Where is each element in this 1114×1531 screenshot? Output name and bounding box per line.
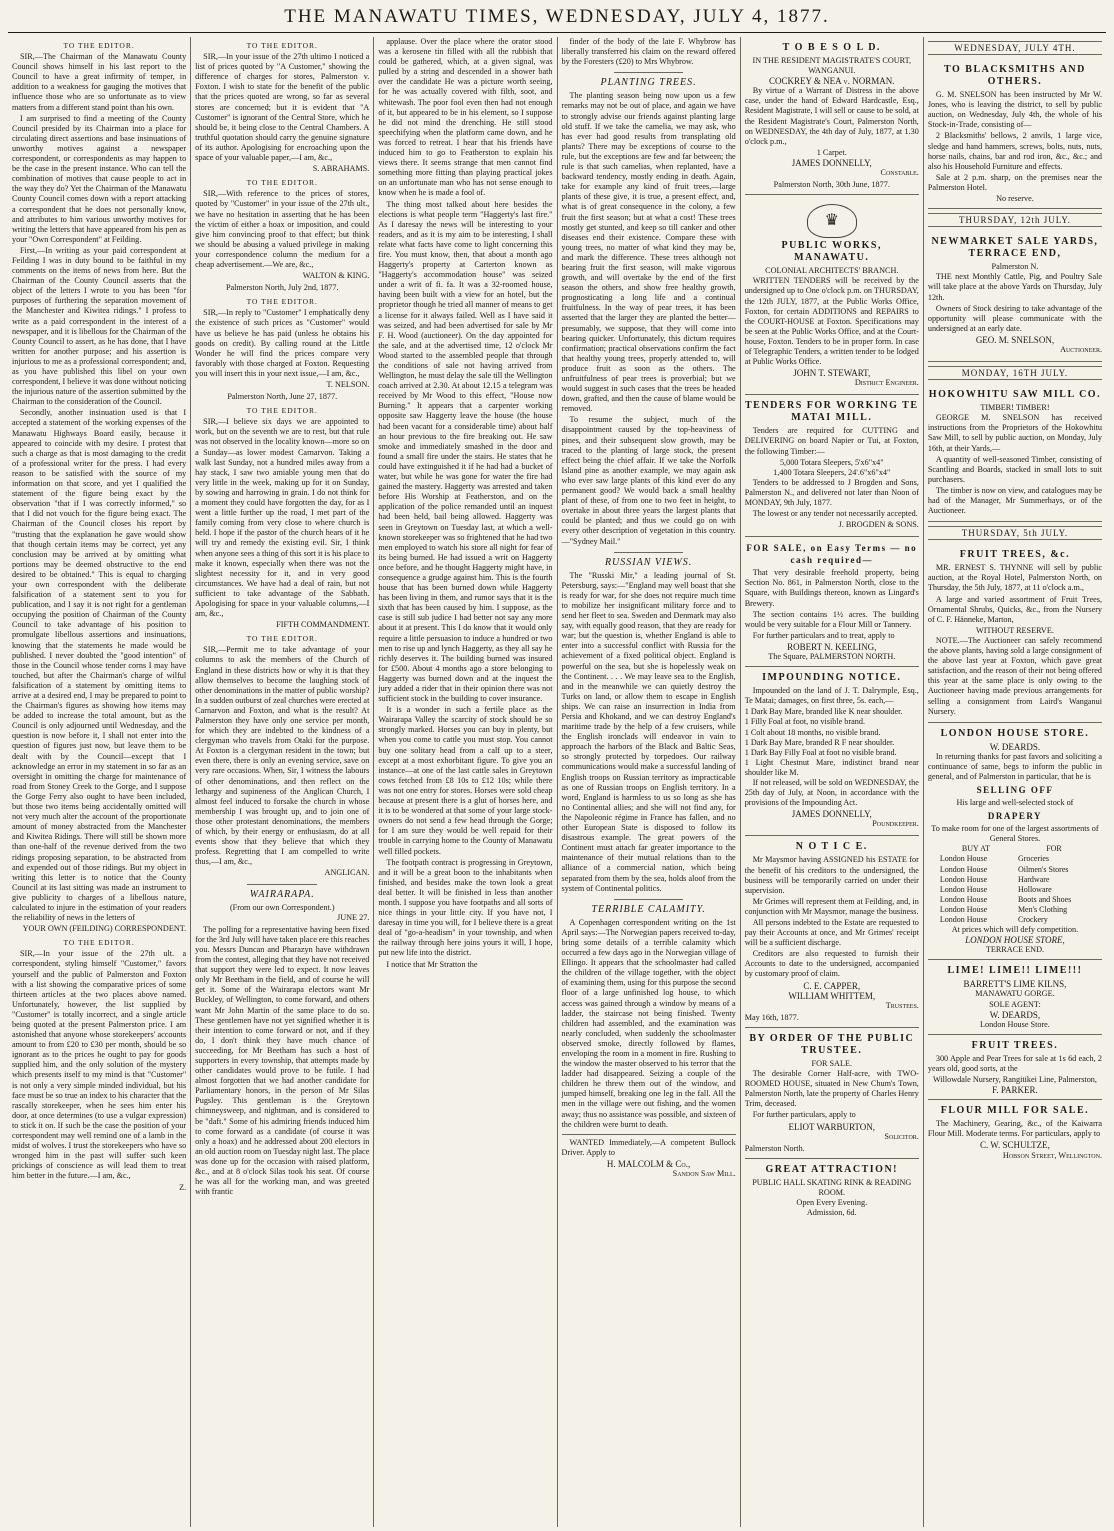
advert-subtitle: PUBLIC HALL SKATING RINK & READING ROOM. xyxy=(752,1177,912,1197)
letter-paragraph: SIR,—Permit me to take advantage of your columns to ask the members of the Church of England in these districts how or why it is that they allow themselves to become the laughing stock of other denominations in the matter of public worship? In a sudden outburst of zeal churches were erected at Carnarvon and Foxton, and what is the result? At Palmerston they have only one service per month, for which they are indebted to the kindness of a clergyman who travels from Otaki for the purpose. At Foxton is a clergyman resident in the town; but even there, there is only an evening service, save on very rare occasions. When, Sir, I witness the labours of other denominations, and then reflect on the lethargy and supineness of the Anglican Church, I almost feel induced to forsake the church in whose membership I was brought up, and to join one of those other protestant denominations, the members of which, by their energy or enthusiasm, do at all events show that they believe that which they profess. Regretting that I am compelled to write thus,—I am, &c., xyxy=(195,645,370,867)
letter-signature: WALTON & KING. xyxy=(302,271,370,281)
advert-blacksmiths xyxy=(928,59,1102,209)
letter-dateline: Palmerston North, July 2nd, 1877. xyxy=(225,283,339,293)
advert-item: 1 Carpet. xyxy=(816,147,847,157)
section-rule xyxy=(614,899,684,900)
letter-paragraph: SIR,—I believe six days we are appointed to work, but on the seventh we are to rest, but that rule was not observed in the locality known—more so on a Sunday—as lower modest Carnarvon. Taking a walk last Sunday, not a hundred miles away from a hay stack, I saw two amiable young men that do very little in the week, making up for it on Sunday, by sowing and harrowing in grain. I do not think for a moment they could have forgotten the day, for as I went a little further up the road, I met part of the family coming from very close to where church is held. I hope if the pastor of the church hears of it he will try and remedy the existing evil. Sir, I think when anyone sees a thing of this sort it is his place to make it known, especially when there was not the slightest necessity for it, and in very good circumstances. We have had a deal of rain, but not sufficient to take advantage of the Sabbath. Apologising for space in your valuable columns,—I am, &c., xyxy=(195,417,370,619)
advert-list-item: 1,400 Totara Sleepers, 24'.6"x6"x4" xyxy=(773,467,891,477)
advert-subtitle: Palmerston N. xyxy=(991,262,1039,272)
advert-to-be-sold xyxy=(745,37,919,195)
article-date: JUNE 27. xyxy=(337,912,370,922)
letter-heading: TO THE EDITOR. xyxy=(246,41,318,50)
advert-title: LONDON HOUSE STORE. xyxy=(940,727,1090,739)
buy-at-table xyxy=(928,844,1102,925)
advert-body: The desirable Corner Half-acre, with TWO-ROOMED HOUSE, situated in New Chum's Town, Palmerston North, late the property of Charles Henry Trim, deceased. xyxy=(744,1069,919,1109)
article-paragraph: The footpath contract is progressing in Greytown, and it will be a great boon to the inhabitants when finished, and besides make the town look a great deal better. It will be finished in less than another month. I suppose you have footpaths and all sorts of nice things in your little city. If you have not, I daresay in time you will, for I believe there is a great deal of "go-a-headism" in your township, and when the railway through here joins yours it will, I hope, put new life into the district. xyxy=(378,857,553,958)
advert-body: The lowest or any tender not necessarily accepted. xyxy=(752,509,918,519)
column-2 xyxy=(191,37,374,1527)
advert-body: Owners of Stock desiring to take advantage of the opportunity will please communicate with the undersigned at an early date. xyxy=(927,303,1103,333)
letter-heading: TO THE EDITOR. xyxy=(246,634,318,644)
advert-body: NOTE.—The Auctioneer can safely recommend the above plants, having sold a large consignment of the above last year at Foxton, which gave great satisfaction, and the reason of their not being offered this year at the same place is only owing to the Auctioneer having made previous arrangements for selling a consignment from Laird's Wanganui Nursery. xyxy=(927,635,1103,716)
royal-crest-icon: ♛ xyxy=(807,204,857,238)
advert-name: H. MALCOLM & Co., xyxy=(606,1158,691,1169)
advert-body: GEORGE M. SNELSON has received instructions from the Proprietors of the Hokowhitu Saw Mill, to sell by public auction, on Monday, July 16th, at their Yards,— xyxy=(927,413,1103,453)
masthead: THE MANAWATU TIMES, WEDNESDAY, JULY 4, 1877. xyxy=(8,6,1106,33)
sale-date: WEDNESDAY, JULY 4TH. xyxy=(928,41,1102,55)
table-header: FOR xyxy=(1046,844,1062,854)
advert-title: FOR SALE, on Easy Terms — no cash required— xyxy=(746,543,918,566)
letter-paragraph: SIR,—In reply to "Customer" I emphatically deny the existence of such prices as "Customer" would have us believe he has paid (unless he obtains his goods on credit). By calling round at the Little Wonder he will find the prices compare very favorably with those charged at Foxton. Requesting you will insert this in your next issue,—I am, &c., xyxy=(195,308,370,378)
advert-body: Creditors are also requested to furnish their Accounts to date to the undersigned, accompanied by customary proof of claim. xyxy=(744,949,919,979)
column-1 xyxy=(8,37,191,1527)
advert-impounding xyxy=(745,667,919,836)
letter-signature: ANGLICAN. xyxy=(324,868,370,878)
letter-signature: YOUR OWN (FEILDING) CORRESPONDENT. xyxy=(22,924,187,934)
advert-for-sale xyxy=(745,537,919,667)
advert-subtitle: MANAWATU GORGE. xyxy=(975,989,1055,999)
article-heading: WAIRARAPA. xyxy=(249,888,315,900)
advert-body: For further particulars and to treat, apply to xyxy=(752,630,895,640)
advert-title: FLOUR MILL FOR SALE. xyxy=(940,1105,1090,1117)
advert-public-trustee xyxy=(745,1028,919,1159)
advert-body: If not released, will be sold on WEDNESDAY, the 25th day of July, at Noon, in accordance with the provisions of the Impounding Act. xyxy=(744,777,919,808)
article-paragraph: I notice that Mr Stratton the xyxy=(386,959,478,969)
advert-body: All persons indebted to the Estate are requested to pay their Accounts at once, and Mr Grimes' receipt will be a sufficient discharge. xyxy=(744,918,919,948)
letter-signature: FIFTH COMMANDMENT. xyxy=(276,620,370,630)
section-rule xyxy=(614,552,684,553)
advert-title: NEWMARKET SALE YARDS, TERRACE END, xyxy=(931,236,1099,260)
letter-paragraph: SIR,—In your issue of the 27th ultimo I noticed a list of prices quoted by "A Customer," showing the difference of charges for stores, Palmerston v. Foxton. I wish to state for the benefit of the public that the prices quoted are wrong, so far as several stores are concerned; but it is evident that "A Customer" is ignorant of the Central Store, which he should be, it being close to the Central Chambers. A truthful quotation should carry the genuine signature of its author. Apologising for encroaching upon the space of your valuable paper,—I am, &c., xyxy=(195,52,370,163)
advert-name: J. BROGDEN & SONS. xyxy=(838,520,919,530)
article-paragraph: A Copenhagen correspondent writing on the 1st April says:—The Norwegian papers received to-day, bring some details of a terrible calamity which occurred a few days ago in the Norwegian village of Ellingo. It appears that the schoolmaster had called the children of the village together, with the object of examining them, using for this purpose the second floor of a large unfinished log house, to which access was gained through a window by means of a ladder, the staircase not being finished. Twenty children had assembled, and the examination was nearly concluded, when suddenly the schoolmaster observed smoke, directly followed by flames, enveloping the room in a moment in fire. Rushing to the window the master observed to his terror that the ladder had disappeared. Seizing a couple of the children he threw them out of the window, and jumped himself, breaking one leg in the fall. All the men in the village were out fishing, and the women away; thus no assistance was possible, and sixteen of the children were burnt to death. xyxy=(561,917,736,1129)
advert-role: Trustees. xyxy=(885,1000,919,1010)
advert-body: The timber is now on view, and catalogues may be had of the Manager, Mr Summerhays, or of the Auctioneer. xyxy=(927,485,1103,516)
advert-list-item: 1 Dark Bay Mare, branded like K near shoulder. xyxy=(744,707,903,717)
advert-lime xyxy=(928,960,1102,1034)
advert-wanted xyxy=(562,1134,736,1185)
advert-body: His large and well-selected stock of xyxy=(956,798,1074,808)
advert-name: C. W. SCHULTZE, xyxy=(979,1140,1050,1151)
section-rule xyxy=(247,884,317,885)
advert-body: Mr Maysmor having ASSIGNED his ESTATE for the benefit of his creditors to the undersigned, the business will be temporarily carried on under their supervision. xyxy=(744,855,919,895)
advert-body: The Machinery, Gearing, &c., of the Kaiwarra Flour Mill. Moderate terms. For particulars, apply to xyxy=(927,1119,1103,1139)
advert-subtitle: TIMBER! TIMBER! xyxy=(980,403,1050,413)
letter-dateline: Palmerston North, June 27, 1877. xyxy=(227,392,338,402)
table-cell: Oilmen's Stores xyxy=(1017,864,1069,874)
table-cell: Crockery xyxy=(1017,915,1048,924)
advert-body: WANTED Immediately,—A competent Bullock Driver. Apply to xyxy=(561,1137,736,1157)
table-cell: Boots and Shoes xyxy=(1017,894,1072,904)
advert-newmarket xyxy=(928,231,1102,362)
advert-note: WITHOUT RESERVE. xyxy=(976,625,1054,635)
advert-name: W. DEARDS. xyxy=(989,741,1041,752)
table-cell: London House xyxy=(939,874,988,884)
advert-body: In returning thanks for past favors and soliciting a continuance of same, begs to inform the public in general, and of Palmerston in particular, that he is xyxy=(927,751,1103,781)
advert-title: FRUIT TREES, &c. xyxy=(959,549,1071,561)
advert-role: District Engineer. xyxy=(854,378,919,388)
advert-body: Impounded on the land of J. T. Dalrymple, Esq., Te Matai; damages, on first three, 5s. each,— xyxy=(744,686,919,706)
advert-body: 300 Apple and Pear Trees for sale at 1s 6d each, 2 years old, good sorts, at the xyxy=(927,1053,1103,1073)
letter-heading: TO THE EDITOR. xyxy=(246,297,318,307)
column-6 xyxy=(924,37,1106,1527)
letter-paragraph: Secondly, another insinuation used is that I accepted a statement of the working expenses of the Manawatu Highways Board easily, because it appeared to coincide with my desire. I protest that such a charge as that is most damaging to the credit of a professional writer for the press. I had every reason to be satisfied with the source of my information on that score, and yet I qualified the statement of the figure being exact by the observation "that if I was correctly informed," so that I did not vouch for the figure being exact. The Chairman of the Council closes his report by "trusting that the explanation he gave would show that though certain items may be correct, yet any conclusion may be arrived at by omitting what portions may be deemed obstructive to the end desired to be obtained." This is equal to charging your own correspondent with the deliberate falsification of a statement sent to you for publication, and I say it is not right for a gentleman occupying the position of Chairman of the County Council to take advantage of his position to promulgate libellous assertions and insinuations, knowing that the statements he made would be published. I never doubted the "good intention" of those in the Council whose tender corns I may have touched, but after the Chairman's charge of wilful falsification of a statement by omitting items to arrive at a desired end, I may be prepared to point to the Chairman's figures as showing how items may be added to increase the total amount, but as the Council is only adjourned until Wednesday, and the question is now before it, I shall not enter into the question of figures just now, but leave them to be dealt with by the Council—except that I acknowledge an error in my statement in so far as an oversight in omitting the charge for maintenance of road from Stoney Creek to the Gorge, and I suppose the Gorge Ferry also ought to have been included, but those two items being accidentally omitted will not very much alter the account of the proportionate amount of money abstracted from the Manchester and Kiwitea Ridings. There will still be shown more than one-half of the revenue derived from the two ridings proposing separation, to be abstracted from and expended out of those ridings. But my object in writing this letter is to notice that the County Council at its last sitting was made an instrument to give publicity to charges of a libellous nature, calculated to injure in the estimation of your readers the reliability of news in the letters of xyxy=(12,408,187,923)
article-heading: TERRIBLE CALAMITY. xyxy=(591,903,706,915)
advert-body: The section contains 1½ acres. The building would be very suitable for a Flour Mill or Tannery. xyxy=(744,609,919,629)
table-cell: Men's Clothing xyxy=(1017,904,1068,914)
letter-paragraph: First,—In writing as your paid correspondent at Feilding I was in duty bound to be faithful in my comments on the items of news from here. But the Chairman of the County Council asserts that the object of the letters I wrote to you has been "for purposes of furthering the separation movement of the Manchester and Kiwitea ridings." I profess to write as a paid correspondent in the interest of a newspaper, and it is libellous for the Chairman of the County Council to assert, as he has done, that I have written for another purpose; and his assertion is injurious to me as a professional correspondent; and, as you have published this libel on your own correspondent, I believe it was done without noticing the injurious nature of the assertion submitted by the Chairman to the consideration of the Council. xyxy=(12,245,187,407)
advert-title: LIME! LIME!! LIME!!! xyxy=(947,965,1083,977)
advert-footer: TERRACE END. xyxy=(985,945,1045,955)
letter-heading: TO THE EDITOR. xyxy=(246,406,318,416)
letter-paragraph: I am surprised to find a meeting of the County Council presided by its Chairman into a place for circulating direct assertions and base insinuations of unworthy motives against a newspaper correspondent, or correspondents as may happen to be the case in the present instance. Who can tell the combination of motives that cause people to act in the way they do? Yet the Chairman of the Manawatu County Council comes down with a report attacking a correspondent that he does not personally know, and attributes to him various unworthy motives for writing the letters that have appeared from his pen as your "Own Correspondent" at Feilding. xyxy=(12,113,187,244)
advert-body: By virtue of a Warrant of Distress in the above case, under the hand of Edward Hardcastle, Esq., Resident Magistrate, I will sell or cause to be sold, at the Resident Magistrate's Court, Palmerston North, on WEDNESDAY, the 4th day of July, 1877, at 1.30 o'clock p.m., xyxy=(744,86,919,146)
advert-title: TO BLACKSMITHS AND OTHERS. xyxy=(944,64,1086,88)
advert-place: London House Store. xyxy=(980,1019,1050,1029)
letter-signature: T. NELSON. xyxy=(326,380,370,389)
article-paragraph: The planting season being now upon us a few remarks may not be out of place, and again we have to strongly advise our friends against planting large old stuff. If we take the camelia, we may ask, who has ever had good results from transplating old plants? There may be exceptions of course to the rule, but the exceptions are few and far between; the rule is that such camelias, when replanted, have a backward tendency, mostly ending in death. Again, take for example any kind of fruit trees,—large plants of these give, it is true, a present effect, and, what is of great consequence in the colony, a few fruit the first season; but at what a cost! These trees mostly get stunted, and keep so till canker and other diseases end their existence. Compare these with young trees, no matter of what kind they may be, and mark the difference. These trees although not bearing fruit the first season, will make vigorous growth, and will overtake by the end of the first season the others, and show free healthy growth, prognosticating a long life and a continual fruitfulness. In the way of pear trees, it has been asserted that the larger they are planted the better—presumably, we suppose, that they will come into bearing quicker. Unfortunately, this dictum requires confirmation; practical observations confirm the fact that healthy young trees, properly attended to, will produce fruit as soon as the others. The unfruitfulness of pear trees is proverbial; but we would suggest in such cases that the trees be headed down, grafted, and then the cause of blame would be removed. xyxy=(561,91,736,414)
advert-body: Tenders are required for CUTTING and DELIVERING on board Napier or Tui, at Foxton, the following Timber:— xyxy=(744,426,919,456)
letter-heading: TO THE EDITOR. xyxy=(246,178,318,188)
advert-name: C. E. CAPPER, xyxy=(803,980,861,991)
table-header: BUY AT xyxy=(961,844,990,854)
advert-role: Auctioneer. xyxy=(1060,344,1103,354)
sale-date: MONDAY, 16TH JULY. xyxy=(928,366,1102,380)
article-paragraph: It is a wonder in such a fertile place as the Wairarapa Valley the scarcity of stock should be so strongly marked. Horses you can buy in plenty, but when you come to cattle you must stop. You cannot buy one solitary head from a calf up to a steer, except at a most exhorbitant figure. To give you an instance—at one of the last cattle sales in Greytown cows fetched from £8 10s to £12 10s; while there was not one entry for stores. Horses were sold cheap because at present there is a glut of horses here, and it is to be wondered at that some of your large stock-owners do not send a few head through the Gorge; for I am sure they would be well repaid for their trouble in carrying home to the County of Manawatu well filled pockets. xyxy=(378,705,553,856)
advert-body: WRITTEN TENDERS will be received by the undersigned up to One o'clock p.m. on THURSDAY, the 12th JULY, 1877, at the Public Works Office, Foxton, for certain ADDITIONS and REPAIRS to the COURT-HOUSE at Foxton. Specifications may be seen at the Public Works Office, and at the Court-house, Foxton. Tenders to be in proper form. In case of Telegraphic Tenders, a written tender to be lodged at Public Works Office. xyxy=(744,276,919,367)
article-paragraph: To resume the subject, much of the disappointment caused by the top-heaviness of pines, and their subsequent slow growth, may be traced to the planting of large stock, the present effect being the chief affair. If we take the Norfolk Island pine as another example, we may again ask who ever saw large plants of this kind ever do any permanent good? We would back a small healthy plant of these, of from one to two feet in height, to overtake in about three years the largest plants that could be planted; and thus we could go on with every other description of vegetation in this country.—"Sydney Mail." xyxy=(561,415,736,546)
table-cell: London House xyxy=(939,915,988,924)
advert-body: Admission, 6d. xyxy=(806,1208,857,1218)
advert-place: Sandon Saw Mill. xyxy=(672,1169,736,1179)
advert-body: Tenders to be addressed to J Brogden and Sons, Palmerston N., and delivered not later than Noon of MONDAY, 9th July, 1877. xyxy=(744,477,919,507)
advert-body: G. M. SNELSON has been instructed by Mr W. Jones, who is leaving the district, to sell by public auction, on Wednesday, July 4th, the whole of his Stock-in-Trade, consisting of— xyxy=(927,90,1103,130)
column-5 xyxy=(741,37,924,1527)
advert-agent-label: SOLE AGENT: xyxy=(989,999,1041,1009)
advert-body: MR. ERNEST S. THYNNE will sell by public auction, at the Royal Hotel, Palmerston North, on Thursday, the 5th July, 1877, at 11 o'clock a.m., xyxy=(927,563,1103,593)
article-paragraph: The "Russki Mir," a leading journal of St. Petersburg, says:—"England may well boast that she is ready for war, for she does not require much time to mobilize her insignificant military force and to send her fleet to sea. Sweden and Denmark may also say, with equally good reason, that they are ready for war; but the question is, whether England is able to enter into a successful conflict with Russia for the achievement of a fixed political object. England is powerful on the sea, but she is hopelessly weak on the Continent. . . . We may leave sea to the English, and in the meanwhile we can quietly destroy the Turks on land, or allow them to escape in English ships. We can raise an insurrection in India from Persia and Khokand, and we can destroy England's maritime trade by the help of a few cruisers, while the English ironclads will endeavor in vain to approach the harbors of the Black and Baltic Seas, so strongly protected by torpedoes. Our railway communications would make a successful landing of English troops on Russian territory as impracticable as one of Russian troops on English territory. In a word, England is harmless to us so long as she has no Continental allies; and she will not find any, for the Napoleonic régime in France has fallen, and no other European State is disposed to follow its disastrous example. The great powers of the Continent must attach far greater importance to the maintenance of their mutual relations than to the alliance of a commercial nation, which being separated from them by the sea, holds aloof from the system of Continental politics. xyxy=(561,570,736,893)
advert-london-house xyxy=(928,723,1102,961)
advert-title: GREAT ATTRACTION! xyxy=(765,1163,898,1175)
advert-notice xyxy=(745,836,919,1028)
advert-name: ELIOT WARBURTON, xyxy=(788,1121,875,1132)
letter-paragraph: SIR,—With reference to the prices of stores, quoted by "Customer" in your issue of the 27th ult., we have no hesitation in asserting that he has been the victim of either a hoax or imposition, and could give him convincing proof to that effect; but think we should be abusing a valued privilege in making your correspondence column the medium for a cheap advertisement.—We are, &c., xyxy=(195,189,370,269)
advert-public-works xyxy=(745,195,919,395)
advert-great-attraction xyxy=(745,1159,919,1222)
advert-body: Mr Grimes will represent them at Feilding, and, in conjunction with Mr Maysmor, manage the business. xyxy=(744,896,919,916)
advert-name: W. DEARDS, xyxy=(989,1009,1041,1020)
advert-title: T O B E S O L D. xyxy=(782,42,881,53)
column-4 xyxy=(558,37,741,1527)
advert-tenders xyxy=(745,395,919,537)
advert-role: Constable. xyxy=(880,168,919,178)
advert-name: WILLIAM WHITTEM, xyxy=(788,990,876,1001)
advert-name: JOHN T. STEWART, xyxy=(793,368,871,379)
letter-signature: S. ABRAHAMS. xyxy=(312,164,370,174)
advert-subtitle: SELLING OFF xyxy=(976,785,1054,796)
advert-list-item: 1 Dark Bay Mare, branded R F near shoulder. xyxy=(744,737,895,747)
advert-list-item: 1 Light Chestnut Mare, indistinct brand near shoulder like M. xyxy=(744,757,919,777)
advert-body: Open Every Evening. xyxy=(796,1197,868,1207)
advert-list-item: 5,000 Totara Sleepers, 5'x6"x4" xyxy=(779,457,884,467)
advert-flour-mill xyxy=(928,1100,1102,1166)
advert-body: THE next Monthly Cattle, Pig, and Poultry Sale will take place at the above Yards on Thursday, July 12th. xyxy=(927,272,1103,302)
advert-body: For further particulars, apply to xyxy=(752,1110,856,1120)
advert-date: Palmerston North, 30th June, 1877. xyxy=(773,180,890,190)
advert-role: Poundkeeper. xyxy=(872,819,919,829)
advert-hokowhitu xyxy=(928,384,1102,522)
advert-list-item: 1 Filly Foal at foot, no visible brand. xyxy=(744,717,865,727)
letter-signature: Z. xyxy=(179,1182,187,1192)
advert-body: Sale at 2 p.m. sharp, on the premises near the Palmerston Hotel. xyxy=(927,172,1103,192)
advert-note: No reserve. xyxy=(996,194,1034,204)
advert-title: PUBLIC WORKS, MANAWATU. xyxy=(781,240,882,264)
letter-paragraph: SIR,—In your issue of the 27th ult. a correspondent, styling himself "Customer," favors yourself and the public of Palmerston and Foxton with a list showing the comparative prices of some thirteen articles at the two places above named. Unfortunately, however, the list supplied by "Customer" is totally incorrect, and a single article being quoted at the present Palmerston price. I am astonished that anyone whose storekeepers' accounts amount to from £20 to £30 per month, should be so ignorant as to the prices he ought to pay for goods supplied him, and the only solution of the mystery which presents itself to my mind is that "Customer" is not only a very simple minded individual, but his face must be so true an index to his character that the rascally storekeeper, when he sees him enter his door, at once determines (to use a vulgar expression) to stick it on. If such be the case the position of your correspondent may well remind one of a lamb in the midst of wolves. I trust the storekeepers who have so wronged him in the past will suffer such keen prickings of conscience as will lead them to treat him better in the future.—I am, &c., xyxy=(12,949,187,1181)
table-cell: London House xyxy=(939,864,988,874)
advert-subtitle: IN THE RESIDENT MAGISTRATE'S COURT, WANGANUI. xyxy=(752,56,912,76)
advert-name: F. PARKER. xyxy=(992,1085,1038,1096)
letter-paragraph: SIR,—The Chairman of the Manawatu County Council shows himself in his last report to the Council to have a great infirmity of temper, in addition to a weakness for gauging the motives that influence those who are so unfortunate as to view matters from a different stand point than his own. xyxy=(12,52,187,112)
table-cell: London House xyxy=(939,894,988,904)
advert-list-item: 1 Colt about 18 months, no visible brand. xyxy=(744,727,881,737)
letter-heading: TO THE EDITOR. xyxy=(63,41,135,50)
advert-list-item: 1 Dark Bay Filly Foal at foot no visible brand. xyxy=(744,747,897,757)
sale-date: THURSDAY, 12th JULY. xyxy=(928,213,1102,227)
article-paragraph: finder of the body of the late F. Whybrow has liberally transferred his claim on the reward offered by the Foresters (£20) to Mrs Whybrow. xyxy=(561,37,736,67)
letter-heading: TO THE EDITOR. xyxy=(63,938,135,948)
article-paragraph: The polling for a representative having been fixed for the 3rd July will have taken place ere this reaches you. Messrs Duncan and Pharazyn have withdrawn from the contest, alleging that they have not received that support they were led to expect. It now leaves only Mr Beetham in the field, and of course he will get it. Some of the Wairarapa electors want Mr Buckley, of Wellington, to come forward, and others want Mr John Martin of the same place to do so. These gentlemen have not yet signified whether it is their intention to come forward or not, and if they do, I don't think they have much chance of succeeding, for Mr Beetham has such a host of supporters in every township, that attempts made by other candidates would prove to be futile. I had almost forgotten that we had another candidate for Parliamentary honors, in the person of Mr Silas Pugsley. This gentleman is the Greytown chimneysweep, and nightman, and is considered to be "daft." Some of his admiring friends induced him to come forward as a candidate (of course it was only a hoax) and he addressed about 200 electors in an old auction room on Tuesday night last. The place was done up for the occasion with raised platform, &c., and at 8 o'clock Silas took his seat. Of course he was all for the working man, and was greeted with frantic xyxy=(195,924,370,1197)
advert-place: Hobson Street, Wellington. xyxy=(1002,1150,1103,1160)
advert-parties: COCKREY & NEA v. NORMAN. xyxy=(769,76,895,87)
table-cell: Holloware xyxy=(1017,884,1052,894)
advert-fruit-trees-auction xyxy=(928,544,1102,722)
advert-body: A large and varied assortment of Fruit Trees, Ornamental Shrubs, Quicks, &c., from the Nursery of C. F. Hänneke, Marton, xyxy=(927,594,1103,624)
advert-name: JAMES DONNELLY, xyxy=(791,809,872,820)
article-heading: PLANTING TREES. xyxy=(600,77,697,89)
table-cell: London House xyxy=(939,904,988,914)
column-3 xyxy=(374,37,557,1527)
table-cell: London House xyxy=(939,884,988,894)
advert-place: The Square, PALMERSTON NORTH. xyxy=(768,652,896,662)
advert-body: To make room for one of the largest assortments of General Stores. xyxy=(931,824,1099,844)
table-cell: London House xyxy=(939,854,988,864)
advert-subtitle: FOR SALE. xyxy=(811,1058,853,1068)
advert-title: BY ORDER OF THE PUBLIC TRUSTEE. xyxy=(749,1032,915,1056)
advert-body: 2 Blacksmiths' bellows, 2 anvils, 1 large vice, sledge and hand hammers, screws, bolts, nuts, nuts, horse nails, chains, bar and rod iron, &c., &c.; and also his Household Furniture and effects. xyxy=(927,131,1103,171)
advert-role: Solicitor. xyxy=(884,1131,919,1141)
advert-subtitle: COLONIAL ARCHITECTS' BRANCH. xyxy=(765,266,899,276)
advert-name: ROBERT N. KEELING, xyxy=(787,641,877,652)
advert-name: JAMES DONNELLY, xyxy=(791,157,872,168)
advert-fruit-trees xyxy=(928,1035,1102,1100)
advert-body: That very desirable freehold property, being Section No. 861, in Palmerston North, close to the Square, with Buildings thereon, known as Lingard's Brewery. xyxy=(744,568,919,608)
advert-subtitle: BARRETT'S LIME KILNS, xyxy=(963,979,1067,990)
advert-title: HOKOWHITU SAW MILL CO. xyxy=(928,389,1102,401)
advert-body: A quantity of well-seasoned Timber, consisting of Scantling and Boards, stacked in small lots to suit purchasers. xyxy=(927,454,1103,484)
sale-date: THURSDAY, 5th JULY. xyxy=(928,526,1102,540)
advert-title: FRUIT TREES. xyxy=(971,1039,1059,1051)
advert-title: N O T I C E. xyxy=(795,841,868,853)
advert-name: GEO. M. SNELSON, xyxy=(975,334,1055,345)
advert-place: Palmerston North. xyxy=(744,1143,805,1153)
advert-body: Willowdale Nursery, Rangitikei Line, Palmerston, xyxy=(932,1075,1097,1085)
advert-footer: LONDON HOUSE STORE, xyxy=(965,935,1065,946)
columns xyxy=(8,37,1106,1527)
article-paragraph: applause. Over the place where the orator stood was a kerosene tin filled with all the rubbish that could be gathered, which, at a given signal, was pulled by a string and descended in a shower bath over the candidate He was a picture worth seeing, for he was actually covered with filth, soot, and whitewash. The poor fool even then had not enough of it, but appeared to be in his element, so I suppose he did not mind the drenching. He still stood speechifying when the platform came down, and he was forced to retreat. I hear that his friends have induced him to go to Featherston to explain his views there. It seems strange that men cannot find something more fitting than playing practical jokes on an unfortunate man who has not sense enough to know when he is made a fool of. xyxy=(378,37,553,198)
advert-date: May 16th, 1877. xyxy=(744,1012,799,1022)
article-subheading: (From our own Correspondent.) xyxy=(229,902,335,912)
article-paragraph: The thing most talked about here besides the elections is what people term "Haggerty's last fire." As I daresay the news will be interesting to your readers, and as it is my aim to be interesting, I shall relate what facts have come to light concerning this fire. You must know, then, that about a month ago Haggerty's property at Carterton known as "Haggerty's accommodation house" was seized under a writ of fi. fa. It was a 32-roomed house, having been built with a view for an hotel, but the proprietor though he tried all manner of means to get a license for it always failed. Well as I have said it was seized, and had been advertised for sale by Mr F. H. Wood (auctioneer). On the day appointed for the sale, and at the advertised time, 12 o'clock Mr Wood started to the assembled people that through the conditions of sale not having arrived from Wellington, he must delay the sale till the Wellington coach arrived at 2.30. At about 12.15 a telegram was received by Mr Wood to this effect, "House now Burning." It appears that a carpenter working opposite saw Haggerty leave the house (the house had been vacant for a considerable time) about half an hour previous to the fire breaking out. He saw smoke and immediately smashed in the door and found a small fire under the stairs. He states that he could have extinguished it if he had had a bucket of water, but while he was gone for water the fire had gained the mastery. Haggerty was arrested and taken before His Worship at Featherston, and on the application of the police remanded until an inquest had been held, bail being allowed. Haggerty was seen in Greytown on Tuesday last, at which a well-known storekeeper was so frightened that he had two men employed to watch his store all night for fear of its being burned. He had issued a writ on Haggerty once before, and he thought Haggerty might have, in consequence a grudge against him. This is the fourth house that has been burned down while Haggerty has been living in them, and rumor says that it is the sixth that has been caused by him. I suppose, as the case is still sub judice I had better not say any more about it at present. This I do know that it would only require a little persuasion to induce a hundred or two men to rise up and lynch Haggerty, as they all say he richly deserves it. The building burned was insured for £500. About 4 months ago a store belonging to Haggerty was burned down and at the inquest the jury added a rider that in their opinion there was not sufficient stock in the building to cover insurance. xyxy=(378,199,553,704)
advert-title: TENDERS FOR WORKING TE MATAI MILL. xyxy=(745,400,919,424)
advert-subtitle: DRAPERY xyxy=(987,811,1043,822)
article-heading: RUSSIAN VIEWS. xyxy=(604,556,693,568)
advert-body: At prices which will defy competition. xyxy=(951,925,1079,935)
table-cell: Hardware xyxy=(1017,874,1050,884)
advert-title: IMPOUNDING NOTICE. xyxy=(762,672,902,684)
section-rule xyxy=(614,72,684,73)
table-cell: Groceries xyxy=(1017,854,1050,864)
